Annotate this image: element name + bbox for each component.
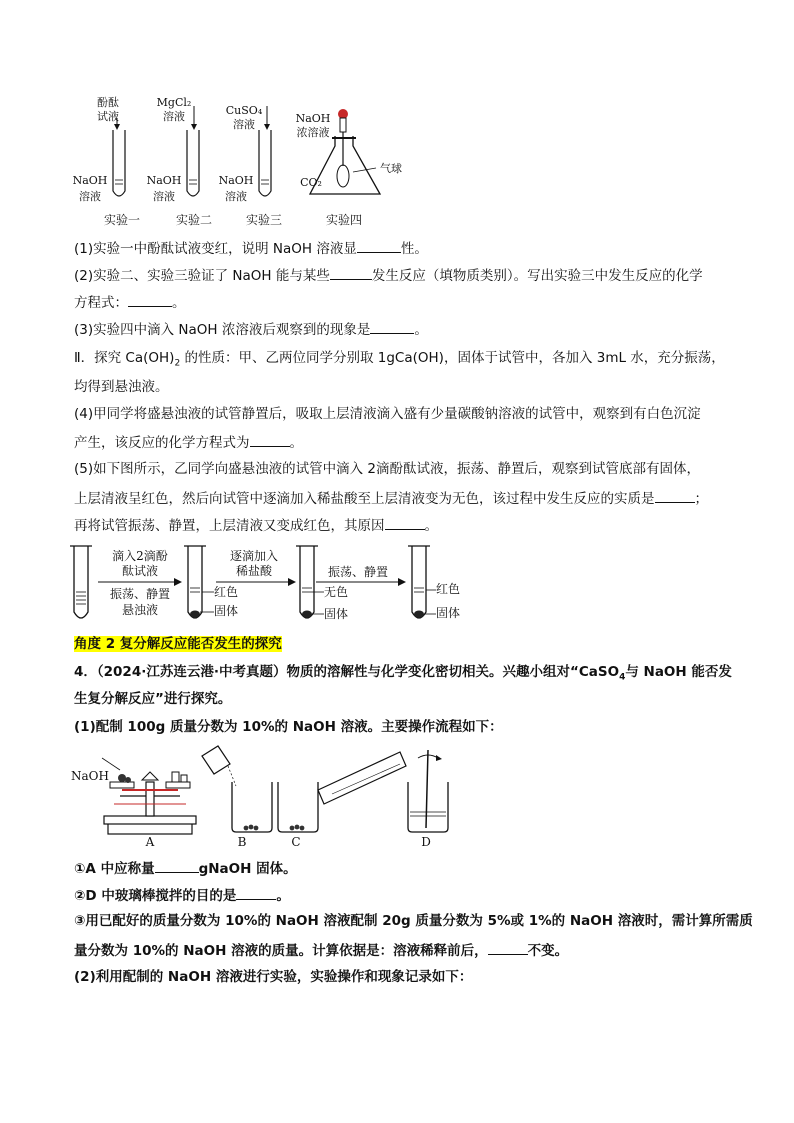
naoh-label-3: NaOH [218,174,254,187]
arrow2-label-line2: 稀盐酸 [235,564,272,578]
caption-exp3: 实验三 [245,213,282,227]
question-5-end-2: 。 [424,518,438,534]
question-4-main-cont [74,690,231,708]
subscript: 4 [619,672,626,683]
question-4-cont [74,432,303,452]
question-2-cont [74,292,186,312]
naoh-label-balance: NaOH [71,769,109,783]
caption-d: D [421,835,431,849]
naoh-sol-label-3: 溶液 [225,190,247,203]
answer-blank[interactable] [330,265,372,280]
answer-blank[interactable] [128,292,172,307]
question-3-text: (3)实验四中滴入 NaOH 浓溶液后观察到的现象是 [74,322,371,338]
part-2-text: (2)利用配制的 NaOH 溶液进行实验，实验操作和现象记录如下： [74,969,473,985]
figure-phenolphthalein-sequence [70,542,490,630]
question-1-end: 性。 [400,241,428,257]
reagent-label-phenolphthalein: 酚酞 [97,96,119,109]
question-3 [74,319,428,339]
answer-blank[interactable] [250,432,290,447]
section-2-intro [74,349,725,373]
reagent-label-solution: 试液 [97,110,119,123]
question-3-end: 。 [414,322,428,338]
section-2-text-b: 的性质：甲、乙两位同学分别取 1gCa(OH)，固体于试管中，各加入 3mL 水，充分振荡， [180,350,725,366]
sub-question-2 [74,885,290,905]
naoh-sol-label-1: 溶液 [79,190,101,203]
question-5-cont-2 [74,515,438,535]
section-2-text-c: 均得到悬浊液。 [74,379,169,395]
tube1-label: 悬浊液 [121,603,158,617]
question-4 [74,405,701,423]
tube3-label-colorless: 无色 [324,585,349,599]
question-4-end: 。 [289,435,303,451]
tube3-label-solid: 固体 [324,607,349,621]
arrow3-label: 振荡、静置 [327,565,388,579]
naoh-label-1: NaOH [72,174,108,187]
caption-a: A [145,835,155,849]
figure-experiments-1-4 [70,94,410,234]
subscript: 2 [174,358,181,369]
tube4-label-solid: 固体 [436,606,461,620]
part-2 [74,968,472,986]
answer-blank[interactable] [655,488,695,503]
question-5-text: (5)如下图所示，乙同学向盛悬浊液的试管中滴入 2滴酚酞试液，振荡、静置后，观察到试管底部有固体， [74,461,701,477]
tube2-label-solid: 固体 [214,604,239,618]
angle-heading [74,635,282,653]
reagent-label-conc-solution: 浓溶液 [296,126,330,139]
question-5-cont [74,488,708,508]
reagent-label-naoh-conc: NaOH [295,112,331,125]
question-4-main-text-c: 生复分解反应”进行探究。 [74,691,232,707]
reagent-label-solution-2: 溶液 [163,110,185,123]
tube4-label-red: 红色 [436,582,461,596]
reagent-label-cuso4: CuSO₄ [225,104,263,117]
preparation-diagram [70,742,470,852]
question-5-end: ； [694,491,708,507]
question-2 [74,265,703,285]
caption-c: C [291,835,301,849]
question-5-text-c: 再将试管振荡、静置，上层清液又变成红色，其原因 [74,518,385,534]
balloon-label: 气球 [380,162,402,175]
caption-b: B [237,835,247,849]
sub-question-2-end: 。 [276,888,290,904]
caption-exp4: 实验四 [325,213,362,227]
reagent-label-mgcl2: MgCl₂ [156,96,192,109]
tube2-label-red: 红色 [214,585,239,599]
co2-label: CO₂ [300,176,322,189]
question-4-main-text-b: 与 NaOH 能否发 [625,664,732,680]
question-2-end: 。 [172,295,186,311]
caption-exp2: 实验二 [175,213,212,227]
question-1-text: (1)实验一中酚酞试液变红，说明 NaOH 溶液显 [74,241,357,257]
sub-question-1-text-b: gNaOH 固体。 [198,861,297,877]
section-2-intro-cont [74,378,169,396]
figure-solution-preparation [70,742,470,852]
sub-question-1 [74,858,297,878]
angle-heading-text: 角度 2 复分解反应能否发生的探究 [74,636,282,652]
question-4-text-b: 产生，该反应的化学方程式为 [74,435,250,451]
arrow1-label-line1: 滴入2滴酚 [112,549,168,563]
question-5 [74,460,700,478]
sub-question-3-end: 不变。 [527,943,569,959]
answer-blank[interactable] [155,858,199,873]
part-1-text: (1)配制 100g 质量分数为 10%的 NaOH 溶液。主要操作流程如下： [74,719,503,735]
question-2-text-b: 发生反应（填物质类别）。写出实验三中发生反应的化学 [371,268,703,284]
question-2-text: (2)实验二、实验三验证了 NaOH 能与某些 [74,268,330,284]
part-1 [74,718,503,736]
question-1 [74,238,428,258]
caption-exp1: 实验一 [103,213,140,227]
question-4-main-text: 4．（2024·江苏连云港·中考真题）物质的溶解性与化学变化密切相关。兴趣小组对“CaSO [74,664,620,680]
answer-blank[interactable] [488,940,528,955]
arrow1-label-line2: 酞试液 [121,564,158,578]
arrow2-label-line1: 逐滴加入 [229,549,278,563]
answer-blank[interactable] [370,319,414,334]
sub-question-2-text: ②D 中玻璃棒搅拌的目的是 [74,888,237,904]
arrow1-label-bottom: 振荡、静置 [109,587,170,601]
sub-question-3-text-b: 量分数为 10%的 NaOH 溶液的质量。计算依据是：溶液稀释前后， [74,943,488,959]
sub-question-1-text: ①A 中应称量 [74,861,155,877]
question-5-text-b: 上层清液呈红色，然后向试管中逐滴加入稀盐酸至上层清液变为无色，该过程中发生反应的实质是 [74,491,655,507]
question-4-text: (4)甲同学将盛悬浊液的试管静置后，吸取上层清液滴入盛有少量碳酸钠溶液的试管中，观察到有白色沉淀 [74,406,701,422]
sub-question-3-cont [74,940,568,960]
reagent-label-solution-3: 溶液 [233,118,255,131]
answer-blank[interactable] [357,238,401,253]
sub-question-3 [74,912,753,930]
question-2-text-c: 方程式： [74,295,128,311]
section-2-text: Ⅱ．探究 Ca(OH) [74,350,175,366]
naoh-sol-label-2: 溶液 [153,190,175,203]
answer-blank[interactable] [385,515,425,530]
question-4-main [74,663,732,687]
sub-question-3-text: ③用已配好的质量分数为 10%的 NaOH 溶液配制 20g 质量分数为 5%或 1%的 NaOH 溶液时，需计算所需质 [74,913,753,929]
answer-blank[interactable] [236,885,276,900]
naoh-label-2: NaOH [146,174,182,187]
